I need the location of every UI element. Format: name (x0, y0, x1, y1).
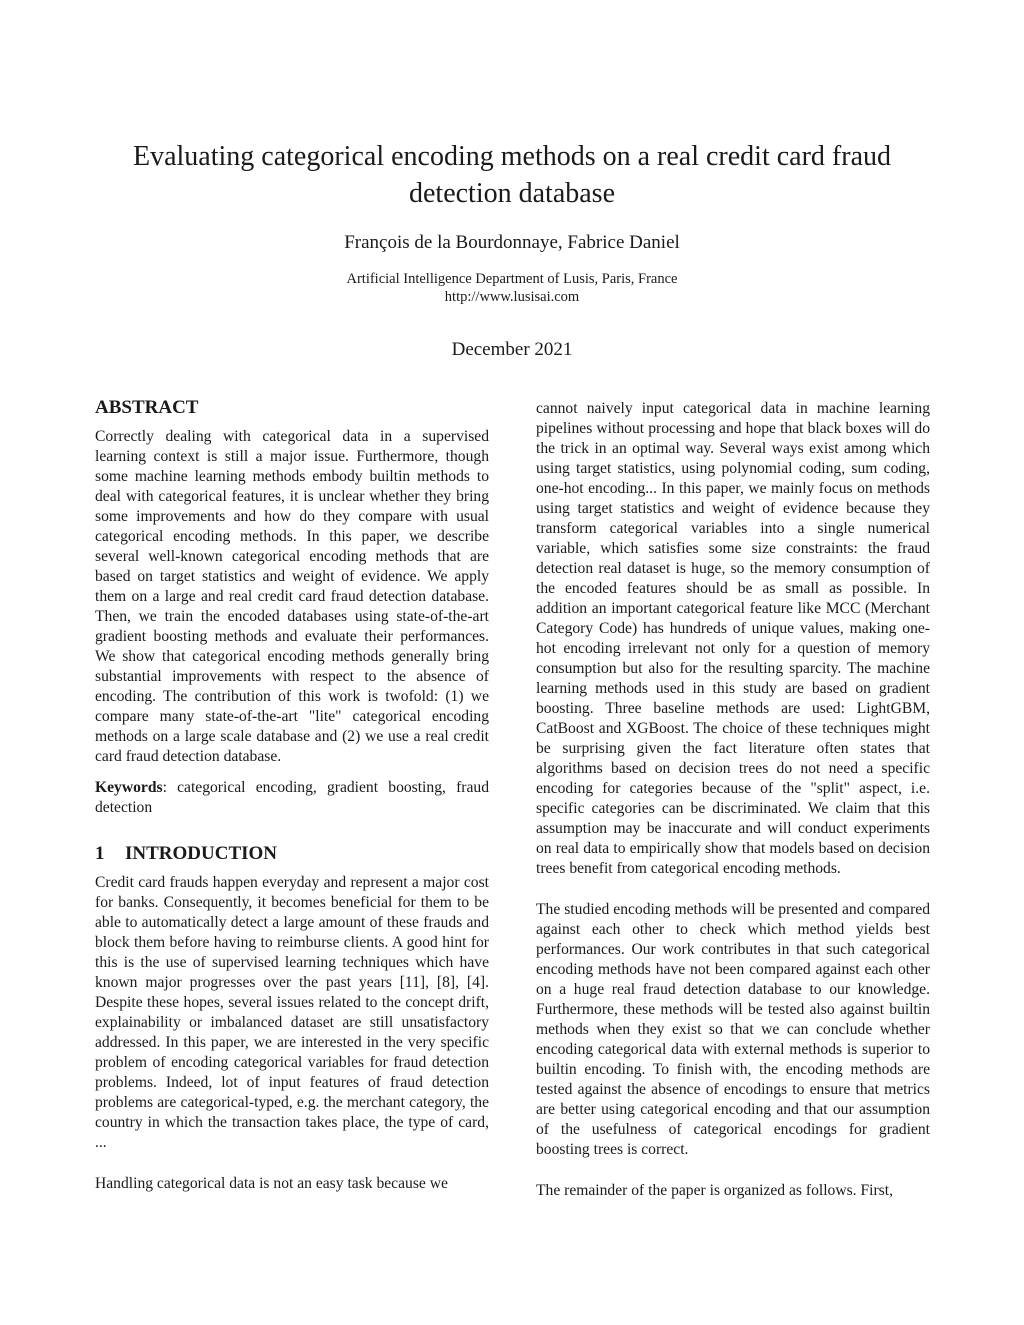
paper-authors: François de la Bourdonnaye, Fabrice Daniel (344, 232, 680, 253)
intro-paragraph-3: The studied encoding methods will be presented and compared against each other to check which method yields best performances. Our work contributes in that such categorical encoding methods have not been compared against each other on a huge real fraud detection database to our knowledge. Furthermore, these methods will be tested also against builtin methods when they exist so that we can conclude whether encoding categorical data with external methods is superior to builtin encoding. To finish with, the encoding methods are tested against the absence of encodings to ensure that metrics are better using categorical encoding and that our assumption of the usefulness of categorical encodings for gradient boosting trees is correct. (536, 901, 930, 1158)
section-number: 1 (95, 843, 105, 864)
right-column (536, 399, 930, 1212)
affiliation-block (0, 270, 1024, 306)
abstract-heading: ABSTRACT (95, 397, 199, 418)
section-title: INTRODUCTION (125, 843, 278, 864)
affiliation-url: http://www.lusisai.com (444, 289, 580, 305)
abstract-text: Correctly dealing with categorical data in a supervised learning context is still a major issue. Furthermore, though some machine learning methods embody builtin methods to deal with categorical features, it is unclear whether they bring some improvements and how do they compare with usual categorical encoding methods. In this paper, we describe several well-known categorical encoding methods that are based on target statistics and weight of evidence. We apply them on a large and real credit card fraud detection database. Then, we train the encoded databases using state-of-the-art gradient boosting methods and evaluate their performances. We show that categorical encoding methods generally bring substantial improvements with respect to the absence of encoding. The contribution of this work is twofold: (1) we compare many state-of-the-art "lite" categorical encoding methods on a large scale database and (2) we use a real credit card fraud detection database. (95, 428, 489, 765)
intro-paragraph-2-start: Handling categorical data is not an easy task because we (95, 1175, 448, 1192)
intro-paragraph-1: Credit card frauds happen everyday and represent a major cost for banks. Consequently, it becomes beneficial for them to be able to automatically detect a large amount of these frauds and block them before having to reimburse clients. A good hint for this is the use of supervised learning techniques which have known major progresses over the past years [11], [8], [4]. Despite these hopes, several issues related to the concept drift, explainability or imbalanced dataset are still unsatisfactory addressed. In this paper, we are interested in the very specific problem of encoding categorical variables for fraud detection problems. Indeed, lot of input features of fraud detection problems are categorical-typed, e.g. the merchant category, the country in which the transaction takes place, the type of card, ... (95, 874, 489, 1151)
keywords-text: : categorical encoding, gradient boosting, fraud detection (95, 779, 489, 816)
keywords-label: Keywords (95, 779, 163, 796)
paper-title: Evaluating categorical encoding methods on a real credit card fraud detection database (133, 141, 891, 209)
paper-date: December 2021 (451, 339, 573, 360)
intro-paragraph-4-start: The remainder of the paper is organized as follows. First, (536, 1182, 893, 1199)
introduction-heading (95, 842, 489, 866)
affiliation: Artificial Intelligence Department of Lusis, Paris, France (346, 271, 678, 287)
intro-paragraph-2-continued: cannot naively input categorical data in machine learning pipelines without processing and hope that black boxes will do the trick in an optimal way. Several ways exist among which using target statistics, using polynomial coding, sum coding, one-hot encoding... In this paper, we mainly focus on methods using target statistics and weight of evidence because they transform categorical variables into a single numerical variable, which satisfies some size constraints: the fraud detection real dataset is huge, so the memory consumption of the encoded features should be as small as possible. In addition an important categorical feature like MCC (Merchant Category Code) has hundreds of unique values, making one-hot encoding irrelevant not only for a question of memory consumption but also for the resulting sparcity. The machine learning methods used in this study are based on gradient boosting. Three baseline methods are used: LightGBM, CatBoost and XGBoost. The choice of these techniques might be surprising given the fact literature often states that algorithms based on decision trees do not need a specific encoding for categories because of the "split" aspect, i.e. specific categories can be discriminated. We claim that this assumption may be inaccurate and will conduct experiments on real data to empirically show that models based on decision trees benefit from categorical encoding methods. (536, 400, 930, 877)
keywords (95, 778, 489, 818)
left-column (95, 396, 489, 1205)
